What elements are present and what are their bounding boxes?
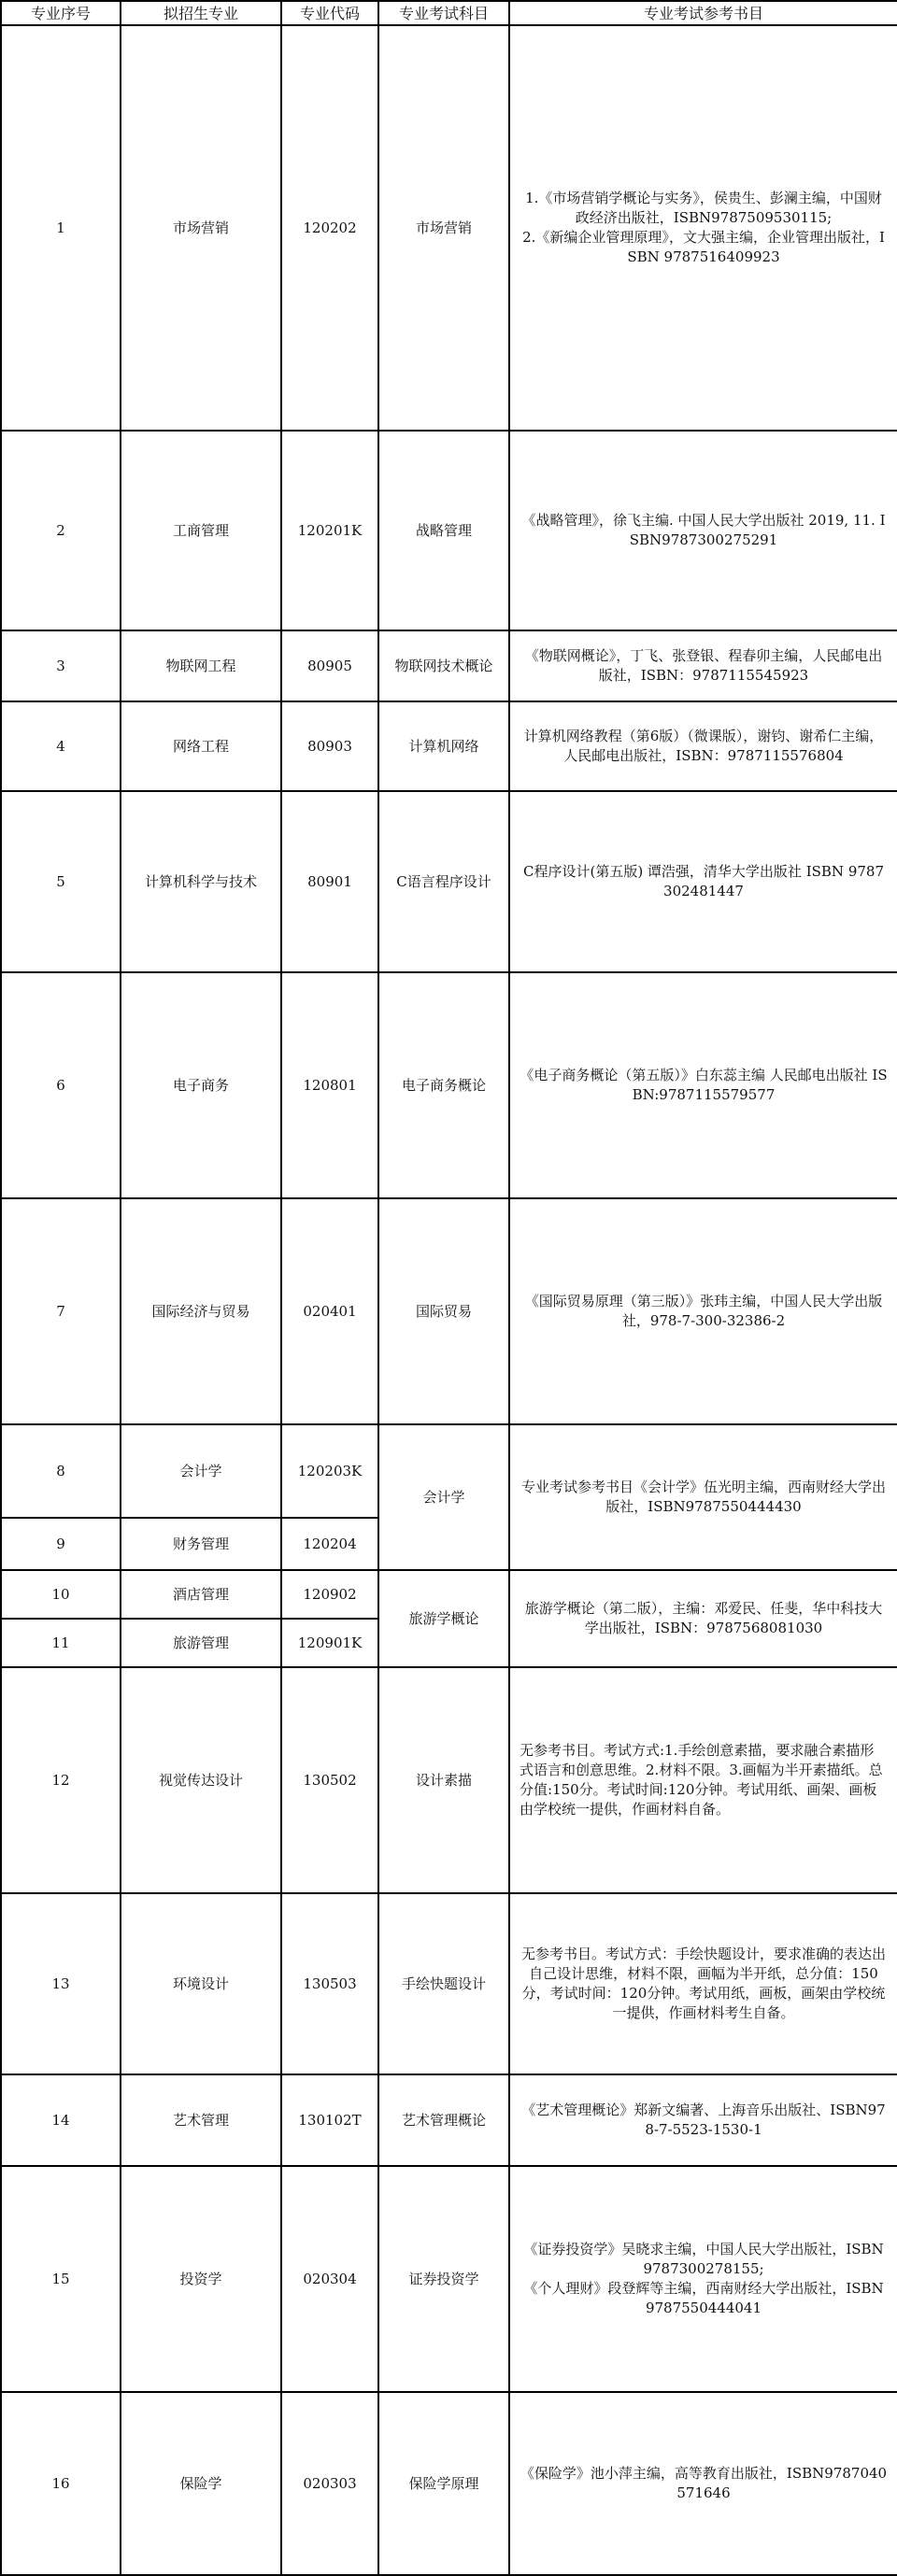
table-row	[1, 701, 897, 791]
row-reference: 《战略管理》，徐飞主编. 中国人民大学出版社 2019, 11. ISBN9787300275291	[509, 431, 897, 630]
header-subject: 专业考试科目	[378, 1, 509, 25]
row-reference: 《艺术管理概论》郑新文编著、上海音乐出版社、ISBN978-7-5523-1530-1	[509, 2074, 897, 2166]
row-major: 保险学	[121, 2392, 281, 2575]
row-code: 130102T	[281, 2074, 378, 2166]
row-major: 物联网工程	[121, 630, 281, 701]
row-reference: C程序设计(第五版) 谭浩强，清华大学出版社 ISBN 9787302481447	[509, 791, 897, 972]
table-row	[1, 972, 897, 1198]
row-code: 80903	[281, 701, 378, 791]
row-no: 6	[1, 972, 121, 1198]
table-row	[1, 2074, 897, 2166]
row-code: 80905	[281, 630, 378, 701]
table-row	[1, 1424, 897, 1518]
table-row	[1, 1570, 897, 1619]
row-subject: 手绘快题设计	[378, 1893, 509, 2074]
row-no: 5	[1, 791, 121, 972]
row-subject: 物联网技术概论	[378, 630, 509, 701]
row-code: 020401	[281, 1198, 378, 1424]
row-no: 11	[1, 1619, 121, 1667]
row-subject: 证券投资学	[378, 2166, 509, 2392]
row-major: 工商管理	[121, 431, 281, 630]
row-major: 投资学	[121, 2166, 281, 2392]
row-subject: 会计学	[378, 1424, 509, 1570]
row-no: 10	[1, 1570, 121, 1619]
row-subject: 国际贸易	[378, 1198, 509, 1424]
row-subject: 设计素描	[378, 1667, 509, 1893]
row-subject: 计算机网络	[378, 701, 509, 791]
row-major: 国际经济与贸易	[121, 1198, 281, 1424]
row-code: 120203K	[281, 1424, 378, 1518]
row-code: 120901K	[281, 1619, 378, 1667]
table-row	[1, 1198, 897, 1424]
row-reference: 计算机网络教程（第6版）（微课版），谢钧、谢希仁主编，人民邮电出版社，ISBN：9787115576804	[509, 701, 897, 791]
row-no: 8	[1, 1424, 121, 1518]
row-major: 计算机科学与技术	[121, 791, 281, 972]
table-row	[1, 1893, 897, 2074]
row-subject: C语言程序设计	[378, 791, 509, 972]
row-no: 3	[1, 630, 121, 701]
table-row	[1, 630, 897, 701]
row-code: 120801	[281, 972, 378, 1198]
row-major: 环境设计	[121, 1893, 281, 2074]
row-major: 艺术管理	[121, 2074, 281, 2166]
header-reference: 专业考试参考书目	[509, 1, 897, 25]
row-no: 15	[1, 2166, 121, 2392]
row-subject: 旅游学概论	[378, 1570, 509, 1667]
row-major: 电子商务	[121, 972, 281, 1198]
row-major: 旅游管理	[121, 1619, 281, 1667]
row-subject: 艺术管理概论	[378, 2074, 509, 2166]
row-reference: 《物联网概论》，丁飞、张登银、程春卯主编，人民邮电出版社，ISBN：9787115545923	[509, 630, 897, 701]
header-no: 专业序号	[1, 1, 121, 25]
row-reference: 专业考试参考书目《会计学》伍光明主编，西南财经大学出版社，ISBN9787550444430	[509, 1424, 897, 1570]
row-code: 130502	[281, 1667, 378, 1893]
row-no: 2	[1, 431, 121, 630]
row-code: 120204	[281, 1518, 378, 1570]
table-row	[1, 1667, 897, 1893]
table-row	[1, 2392, 897, 2575]
row-reference: 《证券投资学》吴晓求主编，中国人民大学出版社，ISBN9787300278155; 《个人理财》段登辉等主编，西南财经大学出版社，ISBN9787550444041	[509, 2166, 897, 2392]
header-code: 专业代码	[281, 1, 378, 25]
row-subject: 市场营销	[378, 25, 509, 431]
row-code: 120201K	[281, 431, 378, 630]
row-code: 80901	[281, 791, 378, 972]
row-code: 120902	[281, 1570, 378, 1619]
row-subject: 保险学原理	[378, 2392, 509, 2575]
row-subject: 战略管理	[378, 431, 509, 630]
row-major: 网络工程	[121, 701, 281, 791]
row-reference: 1.《市场营销学概论与实务》，侯贵生、彭澜主编，中国财政经济出版社，ISBN9787509530115; 2.《新编企业管理原理》，文大强主编，企业管理出版社，ISBN 9787516409923	[509, 25, 897, 431]
row-major: 视觉传达设计	[121, 1667, 281, 1893]
row-reference: 旅游学概论（第二版），主编：邓爱民、任斐，华中科技大学出版社，ISBN：9787568081030	[509, 1570, 897, 1667]
row-reference: 《国际贸易原理（第三版）》张玮主编，中国人民大学出版社，978-7-300-32386-2	[509, 1198, 897, 1424]
row-major: 市场营销	[121, 25, 281, 431]
row-no: 9	[1, 1518, 121, 1570]
row-no: 4	[1, 701, 121, 791]
row-code: 020304	[281, 2166, 378, 2392]
table-row	[1, 791, 897, 972]
row-major: 财务管理	[121, 1518, 281, 1570]
row-code: 020303	[281, 2392, 378, 2575]
row-code: 130503	[281, 1893, 378, 2074]
row-major: 酒店管理	[121, 1570, 281, 1619]
row-no: 13	[1, 1893, 121, 2074]
row-reference: 无参考书目。考试方式:1.手绘创意素描，要求融合素描形式语言和创意思维。2.材料不限。3.画幅为半开素描纸。总分值:150分。考试时间:120分钟。考试用纸、画架、画板由学校统一提供，作画材料自备。	[509, 1667, 897, 1893]
row-no: 14	[1, 2074, 121, 2166]
row-reference: 《电子商务概论（第五版）》白东蕊主编 人民邮电出版社 ISBN:9787115579577	[509, 972, 897, 1198]
row-no: 7	[1, 1198, 121, 1424]
table-row	[1, 431, 897, 630]
row-subject: 电子商务概论	[378, 972, 509, 1198]
header-major: 拟招生专业	[121, 1, 281, 25]
row-code: 120202	[281, 25, 378, 431]
row-no: 1	[1, 25, 121, 431]
header-row	[1, 1, 897, 25]
table-row	[1, 2166, 897, 2392]
row-no: 12	[1, 1667, 121, 1893]
row-reference: 无参考书目。考试方式：手绘快题设计，要求准确的表达出自己设计思维，材料不限，画幅为半开纸，总分值：150分，考试时间：120分钟。考试用纸，画板，画架由学校统一提供，作画材料考生自备。	[509, 1893, 897, 2074]
table-row	[1, 25, 897, 431]
row-reference: 《保险学》池小萍主编，高等教育出版社，ISBN9787040571646	[509, 2392, 897, 2575]
row-major: 会计学	[121, 1424, 281, 1518]
row-no: 16	[1, 2392, 121, 2575]
